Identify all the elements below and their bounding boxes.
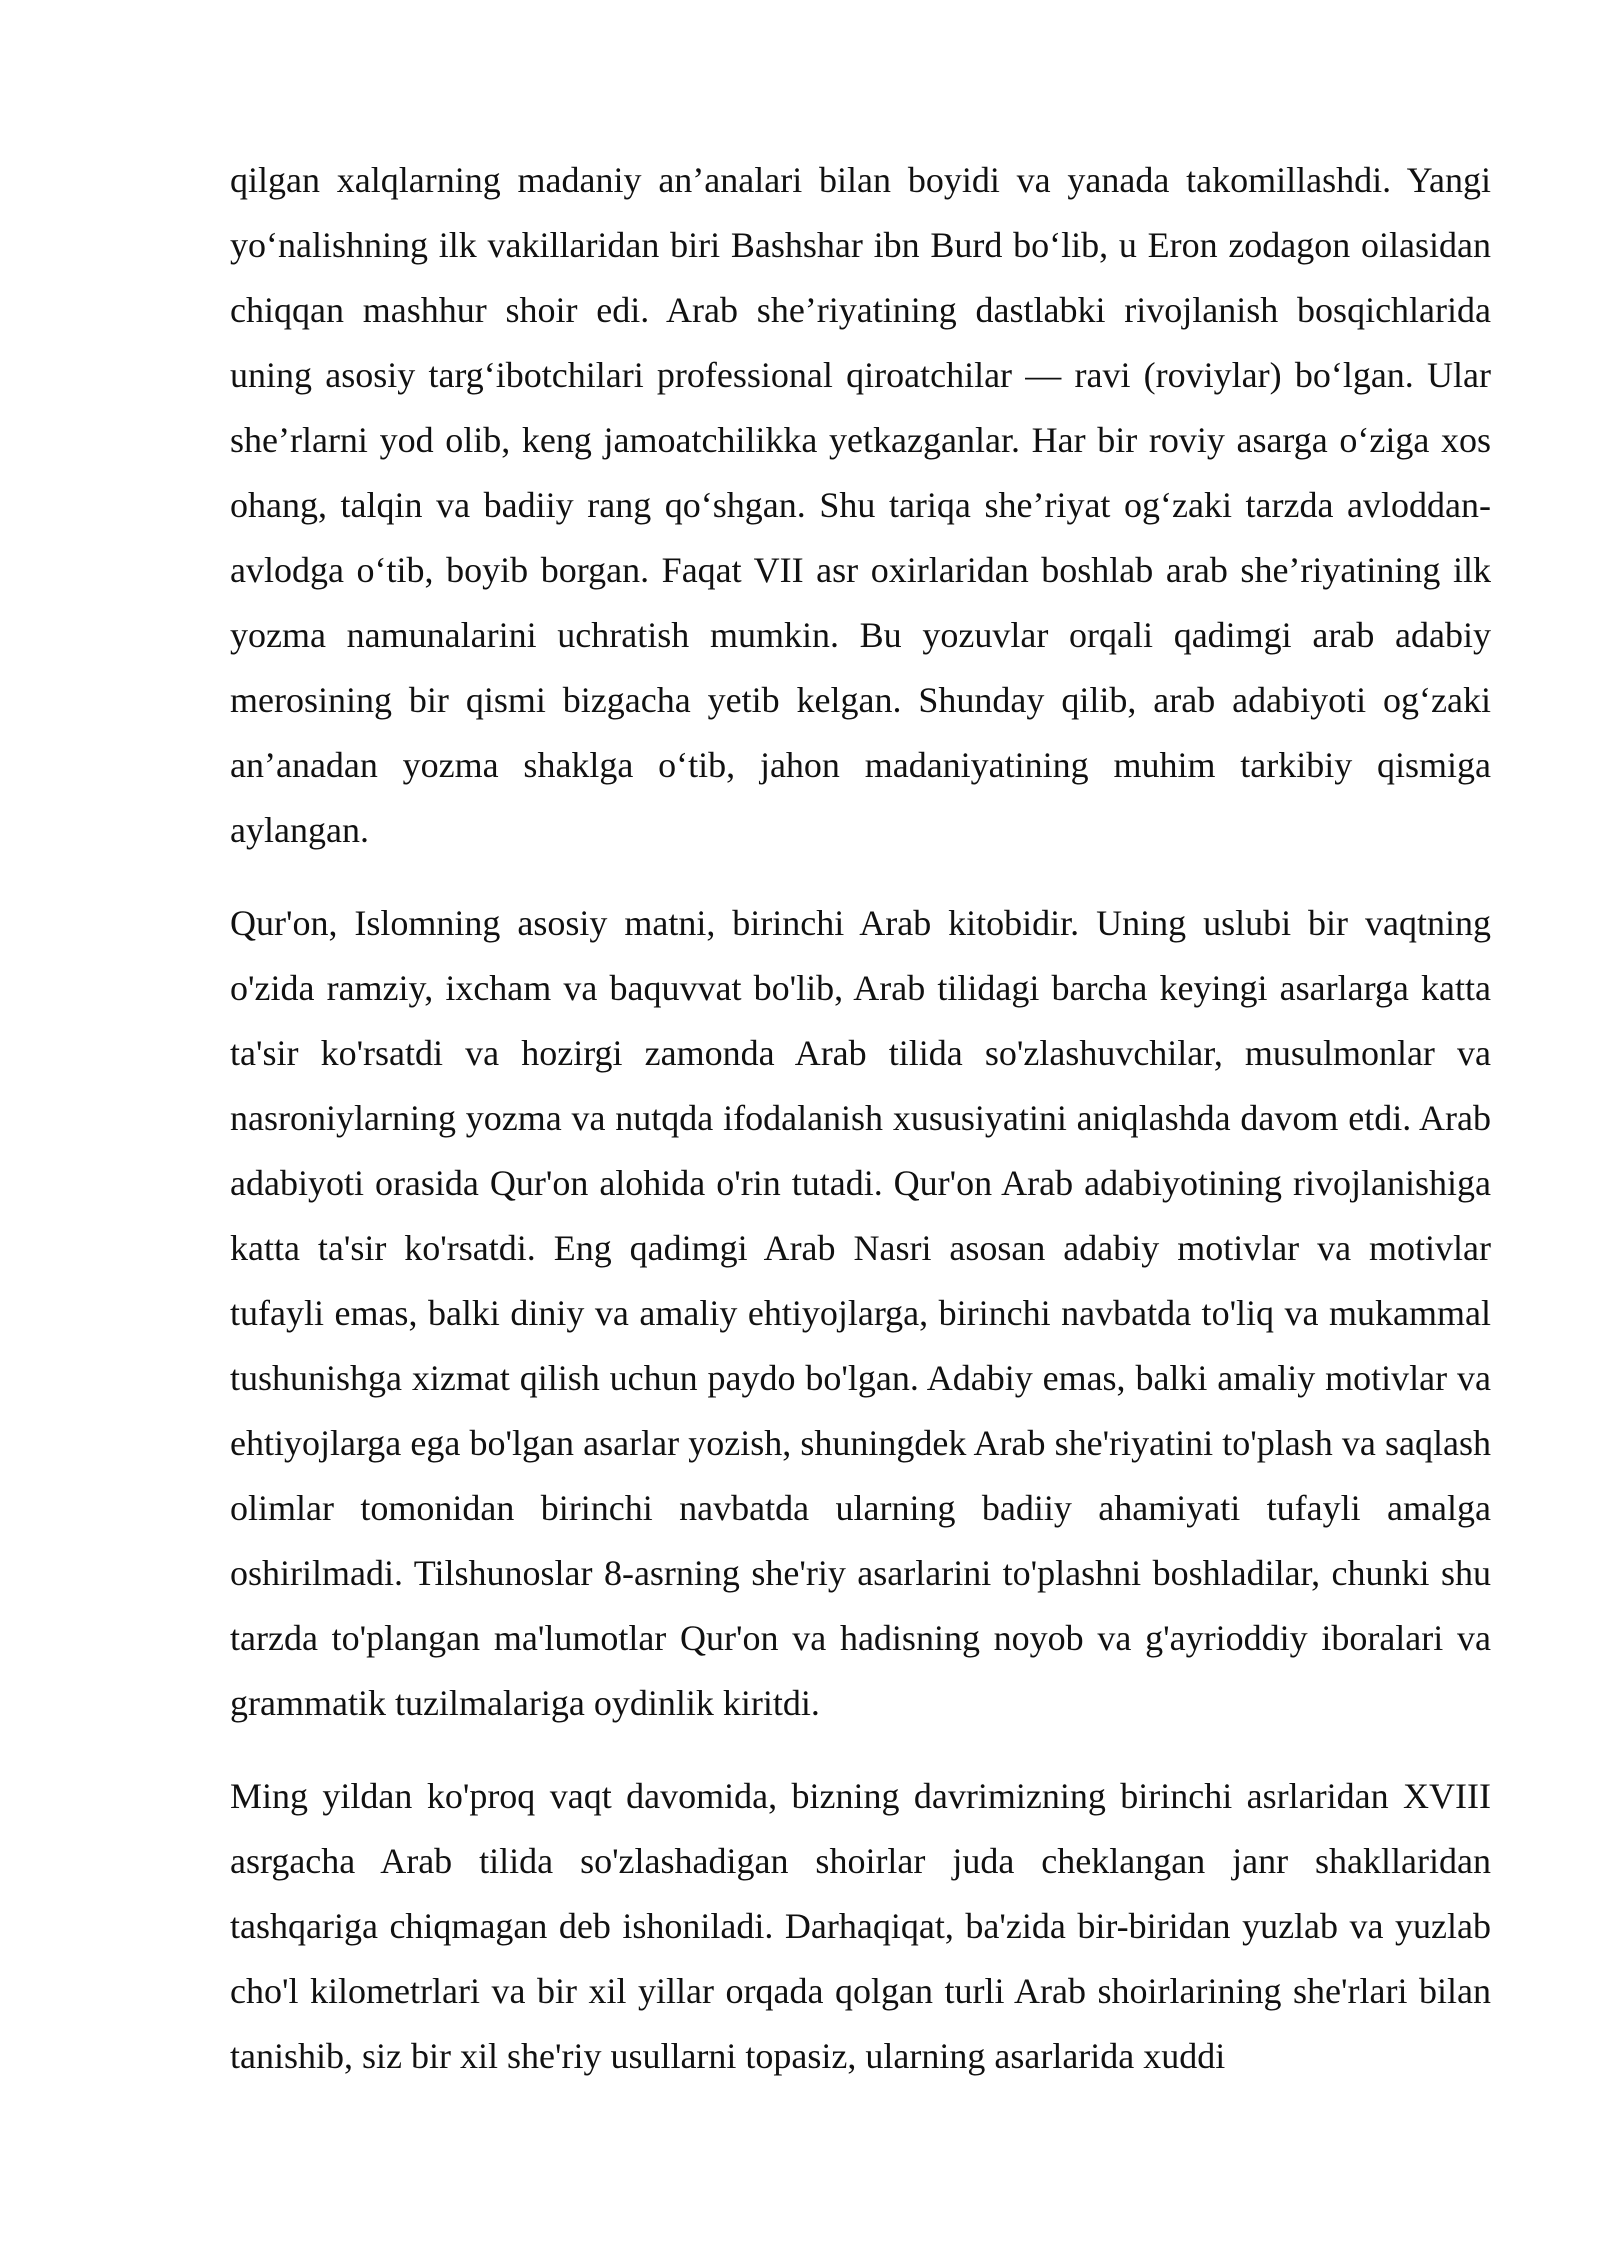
paragraph-arab-poetry-oral-tradition: qilgan xalqlarning madaniy an’analari bilan boyidi va yanada takomillashdi. Yangi yo‘nalishning ilk vakillaridan biri Bashshar ibn Burd bo‘lib, u Eron zodagon oilasidan chiqqan mashhur shoir edi. Arab she’riyatining dastlabki rivojlanish bosqichlarida uning asosiy targ‘ibotchilari professional qiroatchilar — ravi (roviylar) bo‘lgan. Ular she’rlarni yod olib, keng jamoatchilikka yetkazganlar. Har bir roviy asarga o‘ziga xos ohang, talqin va badiiy rang qo‘shgan. Shu tariqa she’riyat og‘zaki tarzda avloddan-avlodga o‘tib, boyib borgan. Faqat VII asr oxirlaridan boshlab arab she’riyatining ilk yozma namunalarini uchratish mumkin. Bu yozuvlar orqali qadimgi arab adabiy merosining bir qismi bizgacha yetib kelgan. Shunday qilib, arab adabiyoti og‘zaki an’anadan yozma shaklga o‘tib, jahon madaniyatining muhim tarkibiy qismiga aylangan.: [230, 160, 1491, 850]
paragraph-quran-influence: Qur'on, Islomning asosiy matni, birinchi Arab kitobidir. Uning uslubi bir vaqtning o'zida ramziy, ixcham va baquvvat bo'lib, Arab tilidagi barcha keyingi asarlarga katta ta'sir ko'rsatdi va hozirgi zamonda Arab tilida so'zlashuvchilar, musulmonlar va nasroniylarning yozma va nutqda ifodalanish xususiyatini aniqlashda davom etdi. Arab adabiyoti orasida Qur'on alohida o'rin tutadi. Qur'on Arab adabiyotining rivojlanishiga katta ta'sir ko'rsatdi. Eng qadimgi Arab Nasri asosan adabiy motivlar va motivlar tufayli emas, balki diniy va amaliy ehtiyojlarga, birinchi navbatda to'liq va mukammal tushunishga xizmat qilish uchun paydo bo'lgan. Adabiy emas, balki amaliy motivlar va ehtiyojlarga ega bo'lgan asarlar yozish, shuningdek Arab she'riyatini to'plash va saqlash olimlar tomonidan birinchi navbatda ularning badiiy ahamiyati tufayli amalga oshirilmadi. Tilshunoslar 8-asrning she'riy asarlarini to'plashni boshladilar, chunki shu tarzda to'plangan ma'lumotlar Qur'on va hadisning noyob va g'ayrioddiy iboralari va grammatik tuzilmalariga oydinlik kiritdi.: [230, 903, 1491, 1723]
document-body: [230, 148, 1491, 2117]
paragraph-arab-poets-genres: Ming yildan ko'proq vaqt davomida, bizning davrimizning birinchi asrlaridan XVIII asrgacha Arab tilida so'zlashadigan shoirlar juda cheklangan janr shakllaridan tashqariga chiqmagan deb ishoniladi. Darhaqiqat, ba'zida bir-biridan yuzlab va yuzlab cho'l kilometrlari va bir xil yillar orqada qolgan turli Arab shoirlarining she'rlari bilan tanishib, siz bir xil she'riy usullarni topasiz, ularning asarlarida xuddi: [230, 1776, 1491, 2076]
